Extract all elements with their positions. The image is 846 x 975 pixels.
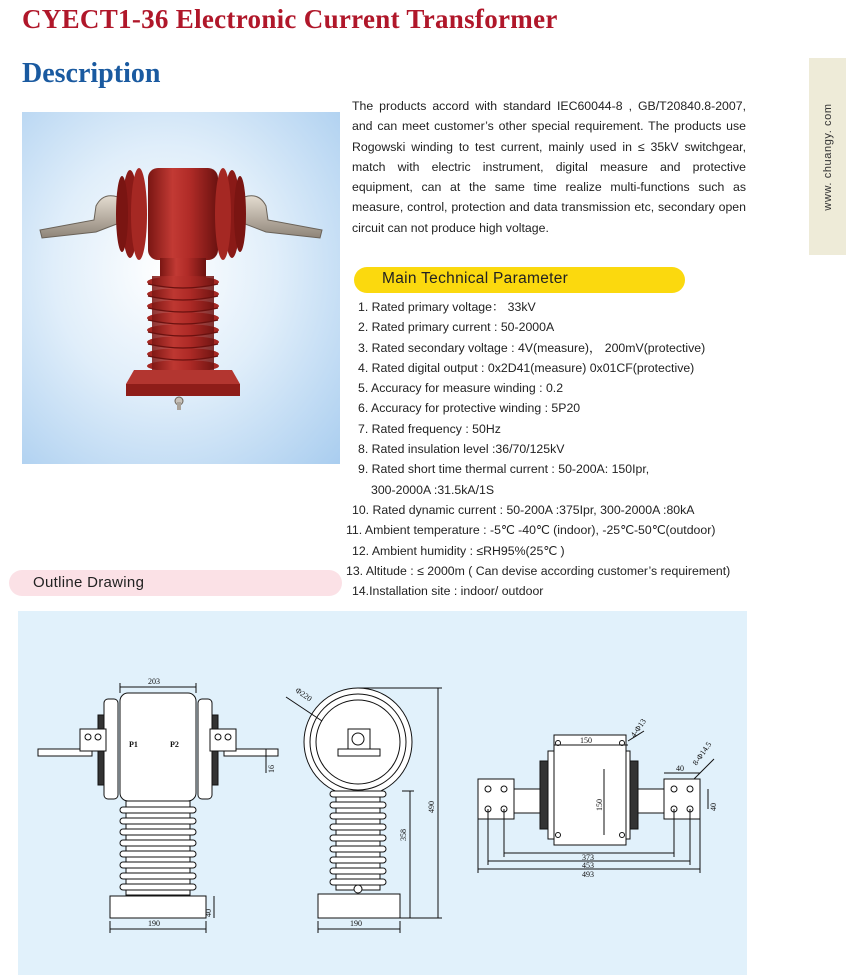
parameters-heading-pill [354,267,685,293]
parameter-item: 10. Rated dynamic current : 50-200A :375Ipr, 300-2000A :80kA [352,502,695,517]
side-view [286,685,442,933]
terminal-p1: P1 [129,740,138,749]
transformer-photo [22,112,340,464]
dim-top-d1: 150 [580,736,592,745]
parameter-item: 1. Rated primary voltage： 33kV [358,300,536,314]
parameter-item: 11. Ambient temperature : -5℃ -40℃ (indoor), -25℃-50℃(outdoor) [346,523,716,538]
section-heading-description: Description [22,58,161,89]
side-tab [809,58,846,255]
parameter-item: 6. Accuracy for protective winding : 5P20 [358,401,581,416]
dim-top-hole: 4-Φ13 [628,717,648,740]
dim-side-body-height: 358 [399,829,408,841]
front-view [38,683,278,933]
dim-top-bar-hole: 8-Φ14.5 [690,740,714,768]
parameter-item: 2. Rated primary current : 50-2000A [358,320,555,335]
website-url: www. chuangy. com [821,102,834,211]
parameters-heading: Main Technical Parameter [382,270,569,287]
parameter-item: 4. Rated digital output : 0x2D41(measure) 0x01CF(protective) [358,360,695,375]
parameter-item: 8. Rated insulation level :36/70/125kV [358,442,565,457]
parameter-list [340,297,820,601]
parameter-item: 7. Rated frequency : 50Hz [358,421,501,436]
dim-top-l3: 493 [582,870,594,879]
dim-front-h2: 40 [204,909,213,917]
parameter-item: 3. Rated secondary voltage : 4V(measure)， 200mV(protective) [358,340,706,355]
dim-side-diameter: Φ220 [293,685,314,704]
dim-top-l2: 453 [582,861,594,870]
outline-heading-pill [9,570,342,596]
dim-top-bar: 40 [676,764,684,773]
dim-side-total-height: 490 [427,801,436,813]
outline-drawing-svg [18,611,747,975]
description-text: The products accord with standard IEC60044-8 , GB/T20840.8-2007, and can meet customer’s other special requirement. The products use Rogowski winding to test current, mainly used in ≤ 35kV switchgear, match with electric instrument, digital measure and protective equipment, can at the same time realize multi-functions such as measure, control, protection and data transmission etc, secondary open circuit can not produce high voltage. [352,99,746,235]
parameter-item-continued: 300-2000A :31.5kA/1S [371,482,495,497]
dim-front-base: 190 [148,919,160,928]
outline-heading: Outline Drawing [33,574,145,591]
parameter-item: 12. Ambient humidity : ≤RH95%(25℃ ) [352,543,565,558]
parameter-item: 5. Accuracy for measure winding : 0.2 [358,381,564,396]
parameter-item: 14.Installation site : indoor/ outdoor [352,584,544,599]
parameter-item: 9. Rated short time thermal current : 50-200A: 150Ipr, [358,462,650,477]
dim-top-d2: 150 [595,799,604,811]
product-photo [22,112,340,464]
parameter-item: 13. Altitude : ≤ 2000m ( Can devise according customer’s requirement) [346,563,731,578]
dim-side-base: 190 [350,919,362,928]
dim-front-h1: 16 [267,765,276,773]
page-title: CYECT1-36 Electronic Current Transformer [22,4,558,34]
dim-top-bar2: 40 [709,803,718,811]
dim-top-l1: 373 [582,853,594,862]
dim-front-width: 203 [148,677,160,686]
outline-drawing [18,611,747,975]
terminal-p2: P2 [170,740,179,749]
